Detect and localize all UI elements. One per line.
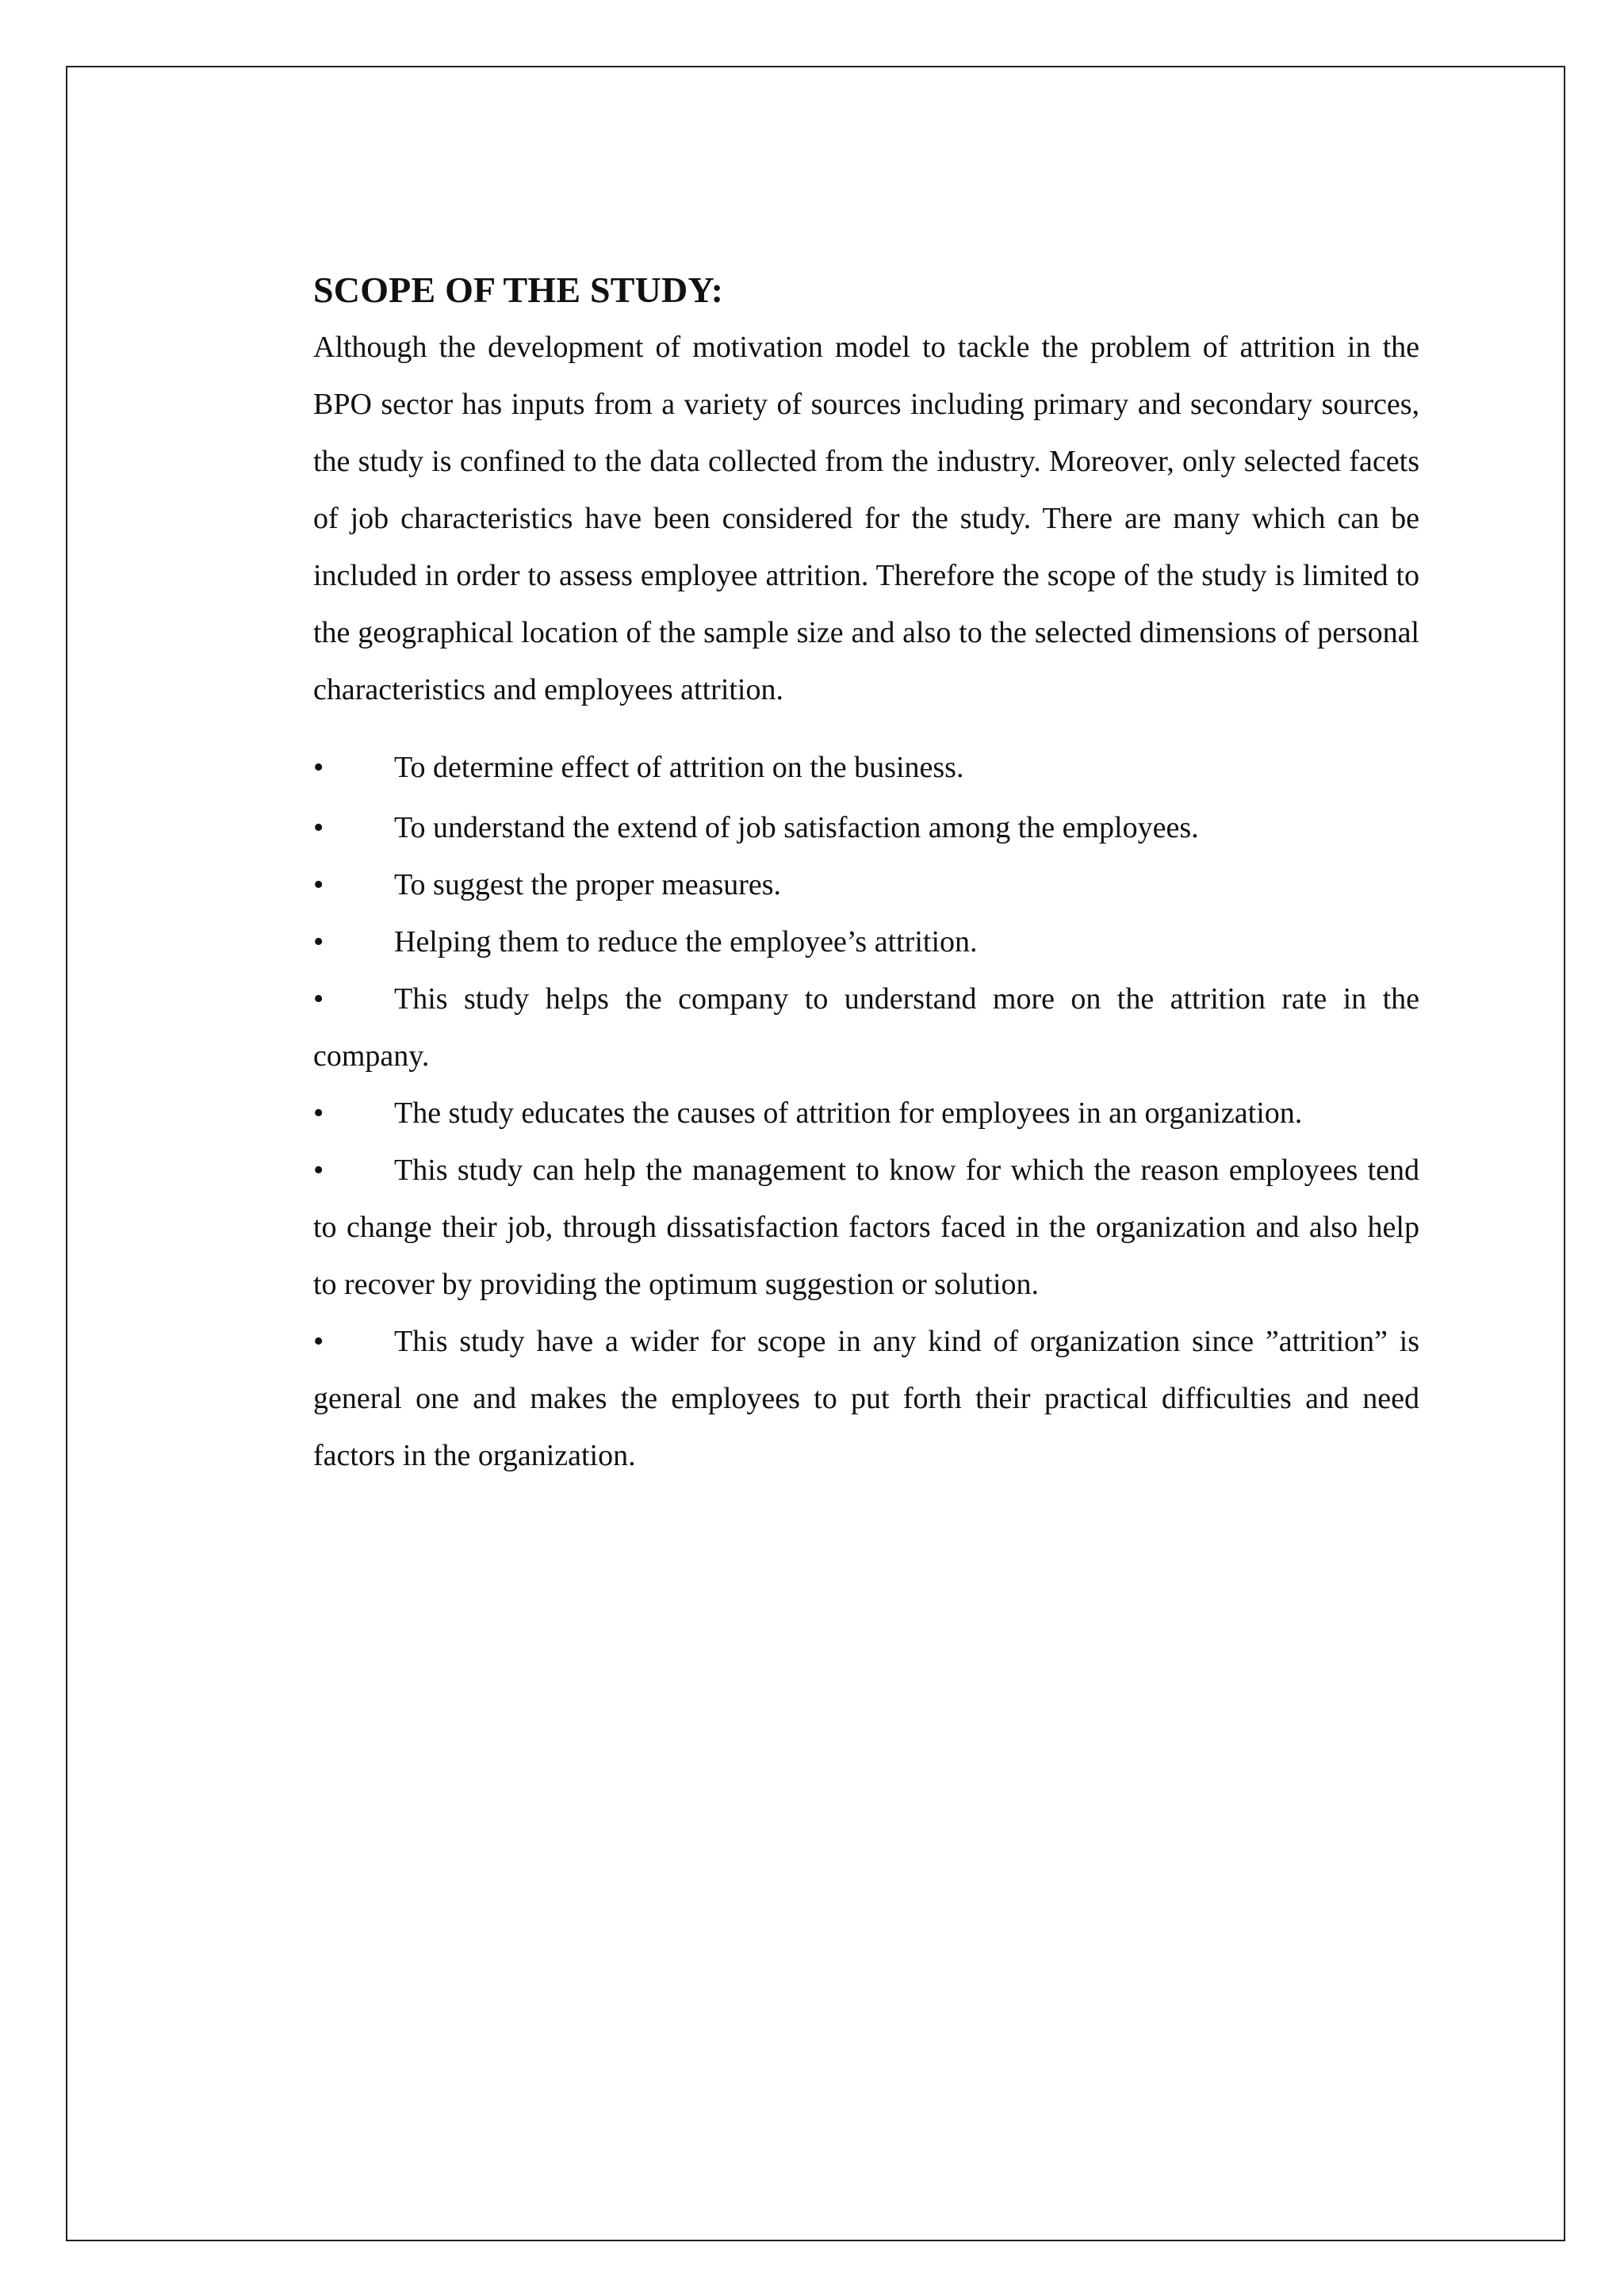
- bullet-icon: •: [313, 982, 324, 1016]
- bullet-icon: •: [313, 1096, 324, 1130]
- bullet-text: Helping them to reduce the employee’s attrition.: [394, 925, 978, 959]
- bullet-icon: •: [313, 811, 324, 844]
- bullet-text: This study have a wider for scope in any kind of organization since ”attrition” is general one and makes the employees to put forth their practical difficulties and need factors in the organization.: [313, 1325, 1419, 1472]
- list-item: [313, 799, 1419, 856]
- section-heading: SCOPE OF THE STUDY:: [313, 270, 724, 310]
- list-item: [313, 1142, 1419, 1313]
- bullet-icon: •: [313, 1325, 324, 1358]
- bullet-text: The study educates the causes of attrition for employees in an organization.: [394, 1096, 1303, 1130]
- bullet-text: To determine effect of attrition on the business.: [394, 751, 964, 784]
- bullet-icon: •: [313, 1154, 324, 1187]
- list-item: [313, 1085, 1419, 1142]
- bullet-text: To understand the extend of job satisfaction among the employees.: [394, 811, 1199, 844]
- document-body: [313, 262, 1419, 1484]
- bullet-text: This study can help the management to know for which the reason employees tend to change their job, through dissatisfaction factors faced in the organization and also help to recover by providing the optimum suggestion or solution.: [313, 1154, 1419, 1301]
- bullet-icon: •: [313, 868, 324, 901]
- bullet-text: This study helps the company to understand more on the attrition rate in the company.: [313, 982, 1419, 1073]
- bullet-text: To suggest the proper measures.: [394, 868, 782, 901]
- list-item: [313, 739, 1419, 796]
- list-item: [313, 913, 1419, 970]
- bullet-list: [313, 739, 1419, 1484]
- bullet-icon: •: [313, 751, 324, 784]
- list-item: [313, 1313, 1419, 1484]
- list-item: [313, 856, 1419, 913]
- bullet-icon: •: [313, 925, 324, 959]
- list-item: [313, 970, 1419, 1085]
- scope-paragraph: Although the development of motivation model to tackle the problem of attrition in the BPO sector has inputs from a variety of sources including primary and secondary sources, the study is confined to the data collected from the industry. Moreover, only selected facets of job characteristics have been considered for the study. There are many which can be included in order to assess employee attrition. Therefore the scope of the study is limited to the geographical location of the sample size and also to the selected dimensions of personal characteristics and employees attrition.: [313, 331, 1419, 706]
